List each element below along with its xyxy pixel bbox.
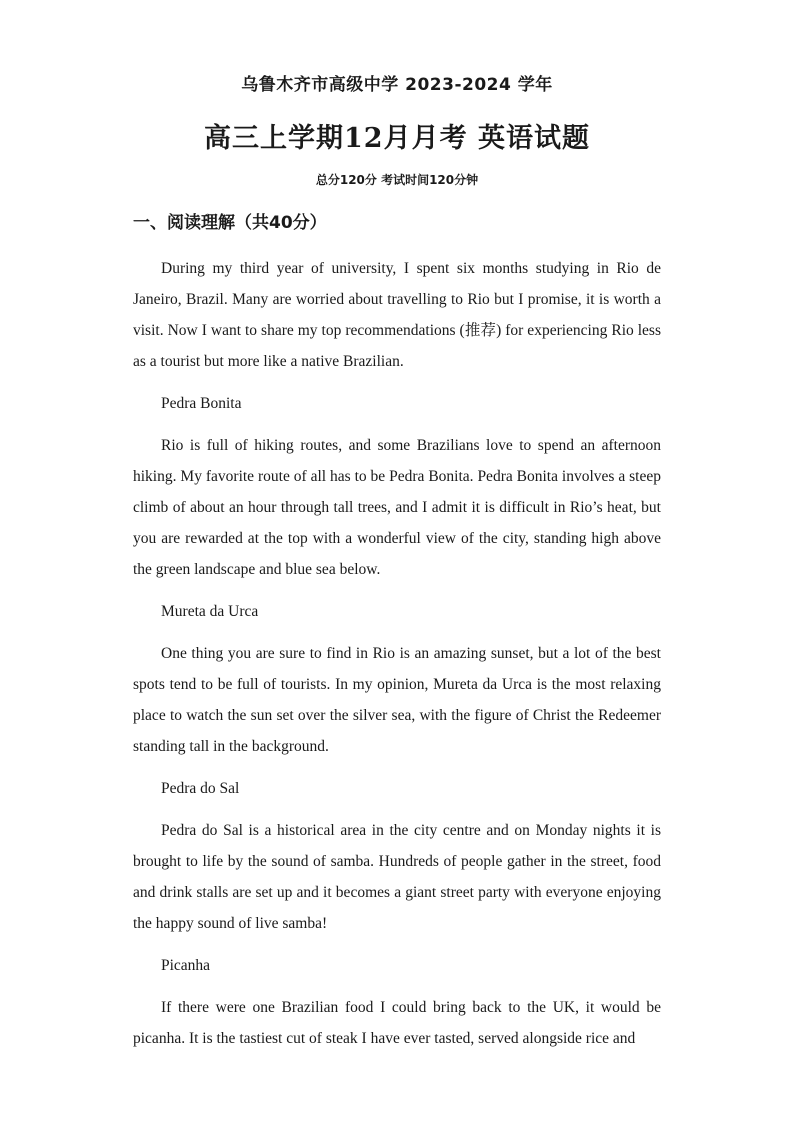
item-heading-pedra-bonita: Pedra Bonita bbox=[161, 395, 242, 412]
passage-intro: During my third year of university, I spent six months studying in Rio de Janeiro, Brazil. Many are worried about travelling to Rio but I promise, it is worth a visit. Now I want to share my top recommendations (推荐) for experiencing Rio less as a tourist but more like a native Brazilian. bbox=[133, 260, 661, 370]
reading-passage bbox=[133, 253, 661, 1065]
item-text-mureta-da-urca: One thing you are sure to find in Rio is an amazing sunset, but a lot of the best spots tend to be full of tourists. In my opinion, Mureta da Urca is the most relaxing place to watch the sun set over the silver sea, with the figure of Christ the Redeemer standing tall in the background. bbox=[133, 645, 661, 755]
section-heading-reading: 一、阅读理解（共40分） bbox=[133, 213, 327, 233]
item-heading-pedra-do-sal: Pedra do Sal bbox=[161, 780, 240, 797]
item-text-picanha: If there were one Brazilian food I could bring back to the UK, it would be picanha. It is the tastiest cut of steak I have ever tasted, served alongside rice and bbox=[133, 999, 661, 1047]
exam-title: 高三上学期12月月考 英语试题 bbox=[204, 123, 590, 154]
item-text-pedra-bonita: Rio is full of hiking routes, and some Brazilians love to spend an afternoon hiking. My favorite route of all has to be Pedra Bonita. Pedra Bonita involves a steep climb of about an hour through tall trees, and I admit it is difficult in Rio’s heat, but you are rewarded at the top with a wonderful view of the city, standing high above the green landscape and blue sea below. bbox=[133, 437, 661, 578]
item-text-pedra-do-sal: Pedra do Sal is a historical area in the city centre and on Monday nights it is brought to life by the sound of samba. Hundreds of people gather in the street, food and drink stalls are set up and it becomes a giant street party with everyone enjoying the happy sound of live samba! bbox=[133, 822, 661, 932]
item-heading-mureta-da-urca: Mureta da Urca bbox=[161, 603, 259, 620]
school-year-line: 乌鲁木齐市高级中学 2023-2024 学年 bbox=[241, 75, 553, 95]
exam-subtitle: 总分120分 考试时间120分钟 bbox=[315, 173, 479, 187]
item-heading-picanha: Picanha bbox=[161, 957, 211, 974]
